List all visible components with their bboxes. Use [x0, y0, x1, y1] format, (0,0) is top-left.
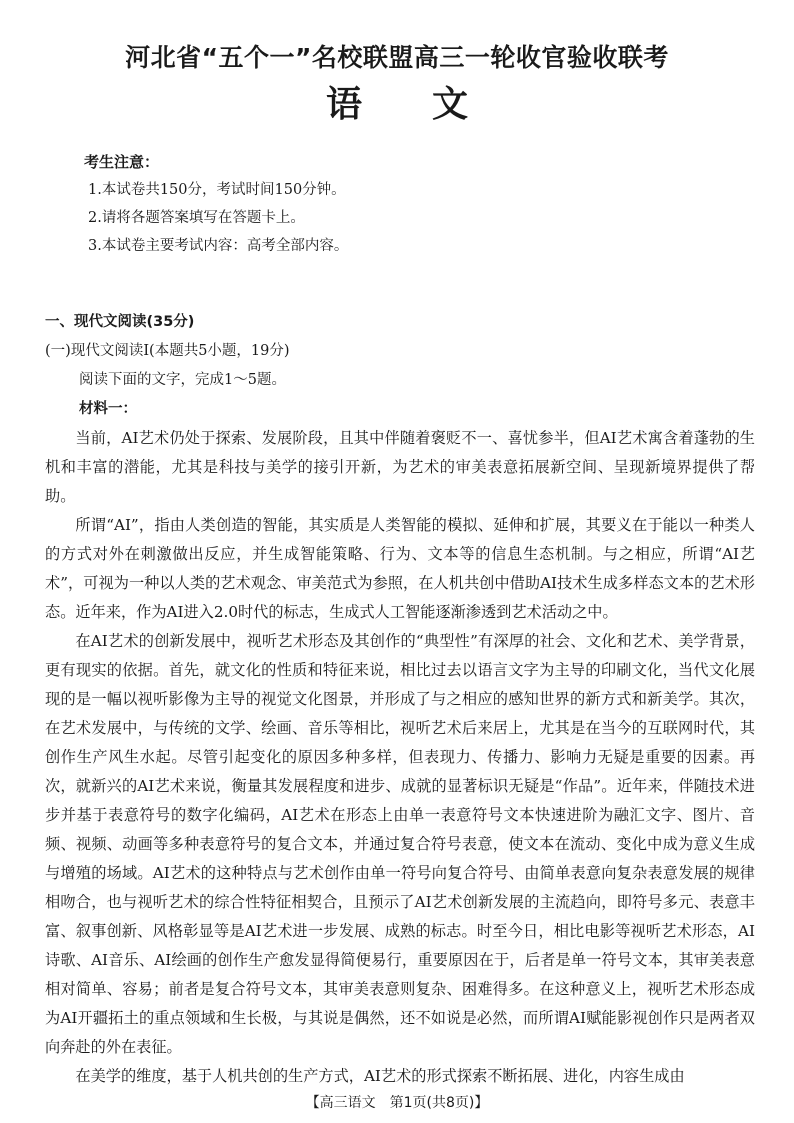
notice-title: 考生注意：: [84, 153, 160, 171]
passage-paragraph: 当前，AI艺术仍处于探索、发展阶段，且其中伴随着褒贬不一、喜忧参半，但AI艺术寓含着蓬勃的生机和丰富的潜能，尤其是科技与美学的接引开新，为艺术的审美表意拓展新空间、呈现新境界提供了帮助。: [45, 429, 755, 505]
passage-paragraph: 在AI艺术的创新发展中，视听艺术形态及其创作的“典型性”有深厚的社会、文化和艺术、美学背景，更有现实的依据。首先，就文化的性质和特征来说，相比过去以语言文字为主导的印刷文化，当代文化展现的是一幅以视听影像为主导的视觉文化图景，并形成了与之相应的感知世界的新方式和新美学。其次，在艺术发展中，与传统的文学、绘画、音乐等相比，视听艺术后来居上，尤其是在当今的互联网时代，其创作生产风生水起。尽管引起变化的原因多种多样，但表现力、传播力、影响力无疑是重要的因素。再次，就新兴的AI艺术来说，衡量其发展程度和进步、成就的显著标识无疑是“作品”。近年来，伴随技术进步并基于表意符号的数字化编码，AI艺术在形态上由单一表意符号文本快速进阶为融汇文字、图片、音频、视频、动画等多种表意符号的复合文本，并通过复合符号表意，使文本在流动、变化中成为意义生成与增殖的场域。AI艺术的这种特点与艺术创作由单一符号向复合符号、由简单表意向复杂表意发展的规律相吻合，也与视听艺术的综合性特征相契合，且预示了AI艺术创新发展的主流趋向，即符号多元、表意丰富、叙事创新、风格彰显等是AI艺术进一步发展、成熟的标志。时至今日，相比电影等视听艺术形态，AI诗歌、AI音乐、AI绘画的创作生产愈发显得简便易行，重要原因在于，后者是单一符号文本，其审美表意相对简单、容易；前者是复合符号文本，其审美表意则复杂、困难得多。在这种意义上，视听艺术形态成为AI开疆拓土的重点领域和生长极，与其说是偶然，还不如说是必然，而所谓AI赋能影视创作只是两者双向奔赴的外在表征。: [45, 632, 755, 1056]
section-instruction: 阅读下面的文字，完成1～5题。: [79, 372, 286, 388]
passage-paragraph: 所谓“AI”，指由人类创造的智能，其实质是人类智能的模拟、延伸和扩展，其要义在于能以一种类人的方式对外在刺激做出反应，并生成智能策略、行为、文本等的信息生态机制。与之相应，所谓“AI艺术”，可视为一种以人类的艺术观念、审美范式为参照，在人机共创中借助AI技术生成多样态文本的艺术形态。近年来，作为AI进入2.0时代的标志，生成式人工智能逐渐渗透到艺术活动之中。: [45, 516, 755, 621]
exam-title: 河北省“五个一”名校联盟高三一轮收官验收联考: [125, 43, 669, 72]
notice-item: 1.本试卷共150分，考试时间150分钟。: [88, 182, 346, 198]
candidate-notice: [84, 148, 348, 260]
section-heading: 一、现代文阅读(35分): [45, 314, 195, 330]
notice-item: 2.请将各题答案填写在答题卡上。: [88, 210, 305, 226]
section-subheading: (一)现代文阅读Ⅰ(本题共5小题，19分): [45, 343, 290, 359]
page-footer: 【高三语文 第1页(共8页)】: [305, 1095, 489, 1111]
subject-title: 语文: [325, 84, 538, 125]
passage-paragraph: 在美学的维度，基于人机共创的生产方式，AI艺术的形式探索不断拓展、进化，内容生成由: [75, 1067, 685, 1085]
reading-section: [45, 308, 755, 1091]
notice-item: 3.本试卷主要考试内容：高考全部内容。: [88, 238, 349, 254]
material-label: 材料一：: [79, 401, 137, 417]
